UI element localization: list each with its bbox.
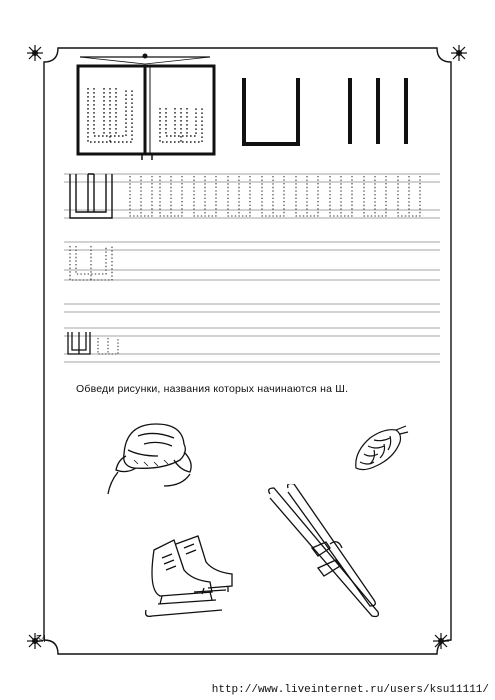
sun-ornament-icon	[26, 44, 44, 62]
letter-elements	[238, 74, 438, 150]
writing-practice	[60, 168, 444, 364]
page-number: 54	[36, 634, 46, 645]
letter-board	[70, 52, 220, 164]
instruction-text: Обведи рисунки, названия которых начинаются на Ш.	[76, 383, 349, 395]
pinecone-icon	[350, 424, 414, 474]
sun-ornament-icon	[432, 632, 450, 650]
source-url: http://www.liveinternet.ru/users/ksu11111/	[211, 684, 489, 696]
skates-icon	[140, 530, 240, 626]
sun-ornament-icon	[450, 44, 468, 62]
ushanka-icon	[104, 416, 198, 498]
skis-icon	[262, 484, 386, 620]
